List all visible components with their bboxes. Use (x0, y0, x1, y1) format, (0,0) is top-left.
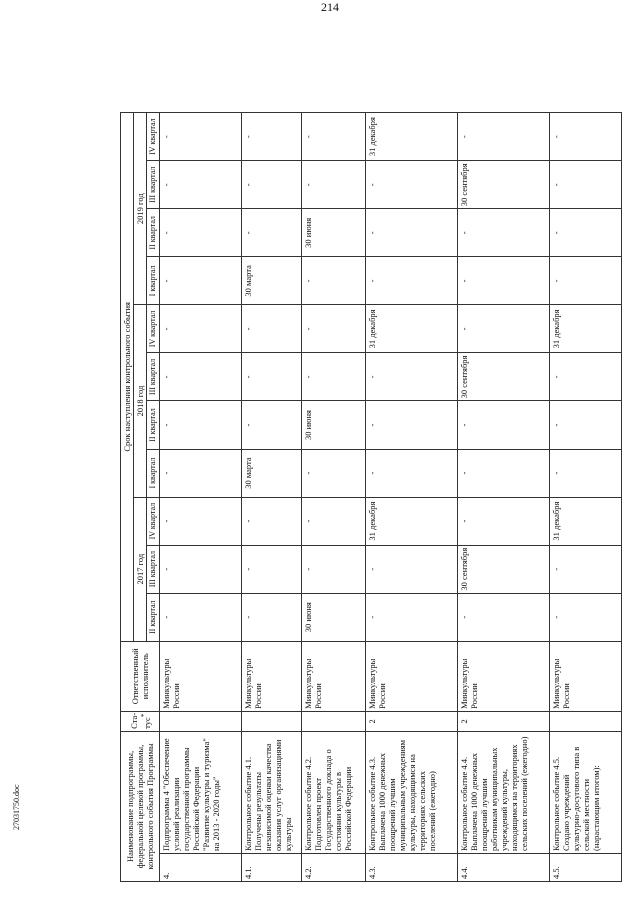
row-status (160, 711, 242, 731)
row-deadline-cell: 30 сентября (458, 161, 550, 209)
row-deadline-cell: - (242, 113, 302, 161)
row-deadline-cell: - (366, 209, 458, 257)
row-number: 4.2. (302, 853, 366, 881)
row-deadline-cell: - (366, 353, 458, 401)
row-deadline-cell: - (302, 449, 366, 497)
row-deadline-cell: - (302, 545, 366, 593)
row-deadline-cell: - (550, 353, 622, 401)
table-row (366, 113, 458, 882)
row-deadline-cell: - (160, 161, 242, 209)
row-deadline-cell: - (366, 449, 458, 497)
row-number: 4.5. (550, 853, 622, 881)
row-deadline-cell: - (242, 497, 302, 545)
row-deadline-cell: 31 декабря (366, 497, 458, 545)
header-quarter: III квартал (147, 353, 160, 401)
row-deadline-cell: - (160, 305, 242, 353)
row-deadline-cell: - (458, 401, 550, 449)
row-responsible: Минкультуры России (550, 641, 622, 711)
row-deadline-cell: 31 декабря (550, 497, 622, 545)
row-deadline-cell: - (458, 497, 550, 545)
row-deadline-cell: - (550, 545, 622, 593)
header-quarter: IV квартал (147, 113, 160, 161)
row-deadline-cell: 30 июня (302, 209, 366, 257)
row-responsible: Минкультуры России (242, 641, 302, 711)
row-name: Контрольное событие 4.4. Выплачена 1000 денежных поощрений лучшим работникам муниципальных учреждений культуры, находящимся на территориях сельских поселений (ежегодно) (458, 731, 550, 853)
header-quarter: III квартал (147, 545, 160, 593)
row-deadline-cell: - (242, 353, 302, 401)
row-number: 4. (160, 853, 242, 881)
page-number: 214 (321, 0, 339, 14)
header-quarter: III квартал (147, 161, 160, 209)
header-quarter: I квартал (147, 449, 160, 497)
control-events-table (120, 112, 622, 882)
header-status: Ста-тус* (121, 711, 160, 731)
row-deadline-cell: - (160, 209, 242, 257)
row-deadline-cell: 30 марта (242, 257, 302, 305)
row-deadline-cell: 30 сентября (458, 353, 550, 401)
header-quarter: II квартал (147, 593, 160, 641)
row-deadline-cell: - (242, 593, 302, 641)
row-deadline-cell: - (160, 545, 242, 593)
row-deadline-cell: - (458, 113, 550, 161)
table-row (242, 113, 302, 882)
header-year-2019: 2019 год (134, 113, 147, 305)
row-responsible: Минкультуры России (458, 641, 550, 711)
header-deadline: Срок наступления контрольного события (121, 113, 134, 642)
row-deadline-cell: - (366, 401, 458, 449)
row-status: 2 (366, 711, 458, 731)
row-deadline-cell: - (242, 209, 302, 257)
row-deadline-cell: - (302, 353, 366, 401)
row-deadline-cell: - (302, 113, 366, 161)
row-responsible: Минкультуры России (160, 641, 242, 711)
header-name: Наименование подпрограммы, федеральной целевой программы, контрольного события Программы (121, 731, 160, 881)
header-responsible: Ответственный исполнитель (121, 641, 160, 711)
row-status (302, 711, 366, 731)
table-row (550, 113, 622, 882)
row-deadline-cell: - (242, 401, 302, 449)
row-deadline-cell: 31 декабря (366, 113, 458, 161)
footer-doc-code: 27031750.doc (12, 784, 21, 830)
table-row (160, 113, 242, 882)
row-responsible: Минкультуры России (302, 641, 366, 711)
row-number: 4.1. (242, 853, 302, 881)
row-deadline-cell: - (366, 257, 458, 305)
row-status (550, 711, 622, 731)
row-name: Контрольное событие 4.1. Получены результаты независимой оценки качества оказания услуг организациями культуры (242, 731, 302, 853)
header-quarter: I квартал (147, 257, 160, 305)
row-deadline-cell: 31 декабря (366, 305, 458, 353)
row-deadline-cell: - (458, 449, 550, 497)
row-deadline-cell: - (550, 257, 622, 305)
row-deadline-cell: - (302, 497, 366, 545)
row-deadline-cell: - (160, 449, 242, 497)
row-deadline-cell: - (366, 545, 458, 593)
row-status: 2 (458, 711, 550, 731)
row-deadline-cell: - (160, 593, 242, 641)
row-deadline-cell: - (458, 257, 550, 305)
row-deadline-cell: - (160, 353, 242, 401)
row-deadline-cell: - (242, 305, 302, 353)
header-year-2018: 2018 год (134, 305, 147, 497)
row-name: Подпрограмма 4 "Обеспечение условий реализации государственной программы Российской Федерации "Развитие культуры и туризма" на 2013 - 2020 годы" (160, 731, 242, 853)
row-deadline-cell: 30 сентября (458, 545, 550, 593)
row-deadline-cell: 30 марта (242, 449, 302, 497)
row-deadline-cell: 30 июня (302, 593, 366, 641)
row-deadline-cell: - (160, 401, 242, 449)
row-name: Контрольное событие 4.2. Подготовлен проект Государственного доклада о состоянии культуры в Российской Федерации (302, 731, 366, 853)
row-deadline-cell: - (550, 209, 622, 257)
row-responsible: Минкультуры России (366, 641, 458, 711)
row-number: 4.3. (366, 853, 458, 881)
header-quarter: II квартал (147, 209, 160, 257)
row-deadline-cell: - (550, 113, 622, 161)
row-deadline-cell: - (242, 161, 302, 209)
row-deadline-cell: - (550, 593, 622, 641)
header-quarter: IV квартал (147, 305, 160, 353)
row-deadline-cell: - (302, 257, 366, 305)
row-name: Контрольное событие 4.5. Создано учреждений культурно-досугового типа в сельской местности (нарастающим итогом): (550, 731, 622, 853)
table-row (458, 113, 550, 882)
row-deadline-cell: - (302, 305, 366, 353)
row-deadline-cell: - (550, 401, 622, 449)
row-deadline-cell: 30 июня (302, 401, 366, 449)
rotated-table-container (120, 112, 620, 882)
row-deadline-cell: - (366, 593, 458, 641)
row-deadline-cell: - (302, 161, 366, 209)
header-quarter: IV квартал (147, 497, 160, 545)
row-deadline-cell: - (160, 257, 242, 305)
row-deadline-cell: - (366, 161, 458, 209)
row-deadline-cell: - (458, 305, 550, 353)
row-deadline-cell: 31 декабря (550, 305, 622, 353)
row-deadline-cell: - (458, 209, 550, 257)
row-name: Контрольное событие 4.3. Выплачена 1000 денежных поощрений лучшим муниципальным учреждениям культуры, находящимся на территориях сельских поселений (ежегодно) (366, 731, 458, 853)
row-number: 4.4. (458, 853, 550, 881)
row-deadline-cell: - (160, 113, 242, 161)
row-deadline-cell: - (550, 161, 622, 209)
table-row (302, 113, 366, 882)
row-deadline-cell: - (160, 497, 242, 545)
row-deadline-cell: - (550, 449, 622, 497)
header-quarter: II квартал (147, 401, 160, 449)
row-deadline-cell: - (242, 545, 302, 593)
row-deadline-cell: - (458, 593, 550, 641)
header-year-2017: 2017 год (134, 497, 147, 641)
row-status (242, 711, 302, 731)
